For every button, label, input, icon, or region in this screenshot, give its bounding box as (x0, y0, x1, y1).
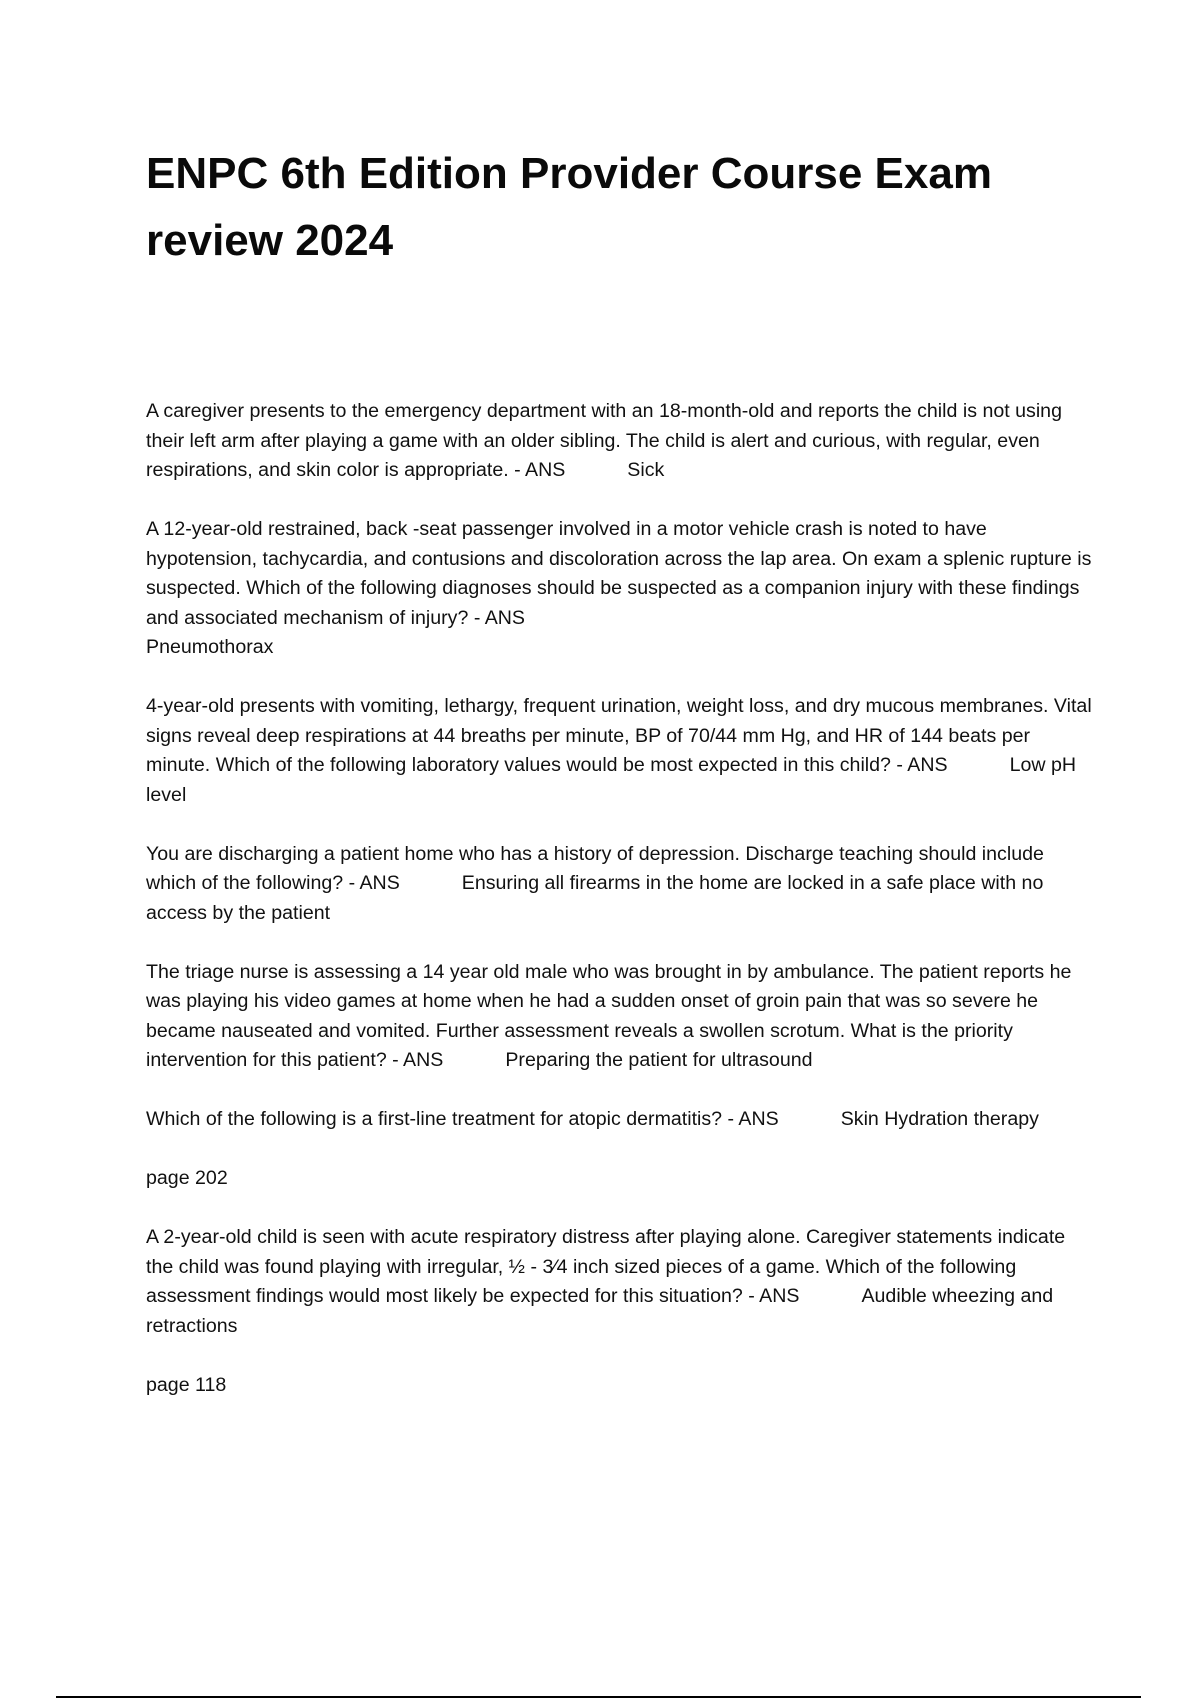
footer-divider (56, 1696, 1141, 1698)
answer-text: Ensuring all firearms in the home are locked in a safe place with no access by the patient (146, 872, 1044, 924)
answer-text: Sick (627, 459, 665, 481)
document-body (146, 397, 1096, 1430)
question-text: A 2-year-old child is seen with acute respiratory distress after playing alone. Caregiver statements indicate the child was found playing with irregular, ½ - 3⁄4 inch sized pieces of a game. Which of the following assessment findings would most likely be expected for this situation? - ANS (146, 1226, 1066, 1307)
question-text: The triage nurse is assessing a 14 year old male who was brought in by ambulance. The patient reports he was playing his video games at home when he had a sudden onset of groin pain that was so severe he became nauseated and vomited. Further assessment reveals a swollen scrotum. What is the priority intervention for this patient? - ANS (146, 960, 1072, 1071)
answer-text: Audible wheezing and retractions (146, 1285, 1054, 1337)
answer-text: Skin Hydration therapy (840, 1108, 1039, 1130)
question-text: Which of the following is a first-line treatment for atopic dermatitis? - ANS (146, 1108, 779, 1130)
qa-item (146, 840, 1096, 929)
page-reference: page 118 (146, 1373, 227, 1396)
qa-item (146, 692, 1096, 810)
question-text: A caregiver presents to the emergency department with an 18-month-old and reports the child is not using their left arm after playing a game with an older sibling. The child is alert and curious, with regular, even respirations, and skin color is appropriate. - ANS (146, 400, 1062, 481)
answer-text: Pneumothorax (146, 636, 274, 658)
document-title: ENPC 6th Edition Provider Course Exam review 2024 (146, 149, 992, 265)
question-text: You are discharging a patient home who has a history of depression. Discharge teaching should include which of the following? - ANS (146, 842, 1044, 894)
qa-item (146, 1223, 1096, 1341)
question-text: A 12-year-old restrained, back -seat passenger involved in a motor vehicle crash is noted to have hypotension, tachycardia, and contusions and discoloration across the lap area. On exam a splenic rupture is suspected. Which of the following diagnoses should be suspected as a companion injury with these findings and associated mechanism of injury? - ANS (146, 518, 1092, 629)
qa-item (146, 958, 1096, 1076)
answer-text: Low pH level (146, 754, 1077, 806)
qa-item (146, 515, 1096, 663)
qa-item (146, 1105, 1096, 1135)
page-reference: page 202 (146, 1167, 228, 1189)
answer-text: Preparing the patient for ultrasound (505, 1049, 813, 1071)
qa-item (146, 397, 1096, 486)
question-text: 4-year-old presents with vomiting, lethargy, frequent urination, weight loss, and dry mucous membranes. Vital signs reveal deep respirations at 44 breaths per minute, BP of 70/44 mm Hg, and HR of 144 beats per minute. Which of the following laboratory values would be most expected in this child? - ANS (146, 695, 1092, 776)
